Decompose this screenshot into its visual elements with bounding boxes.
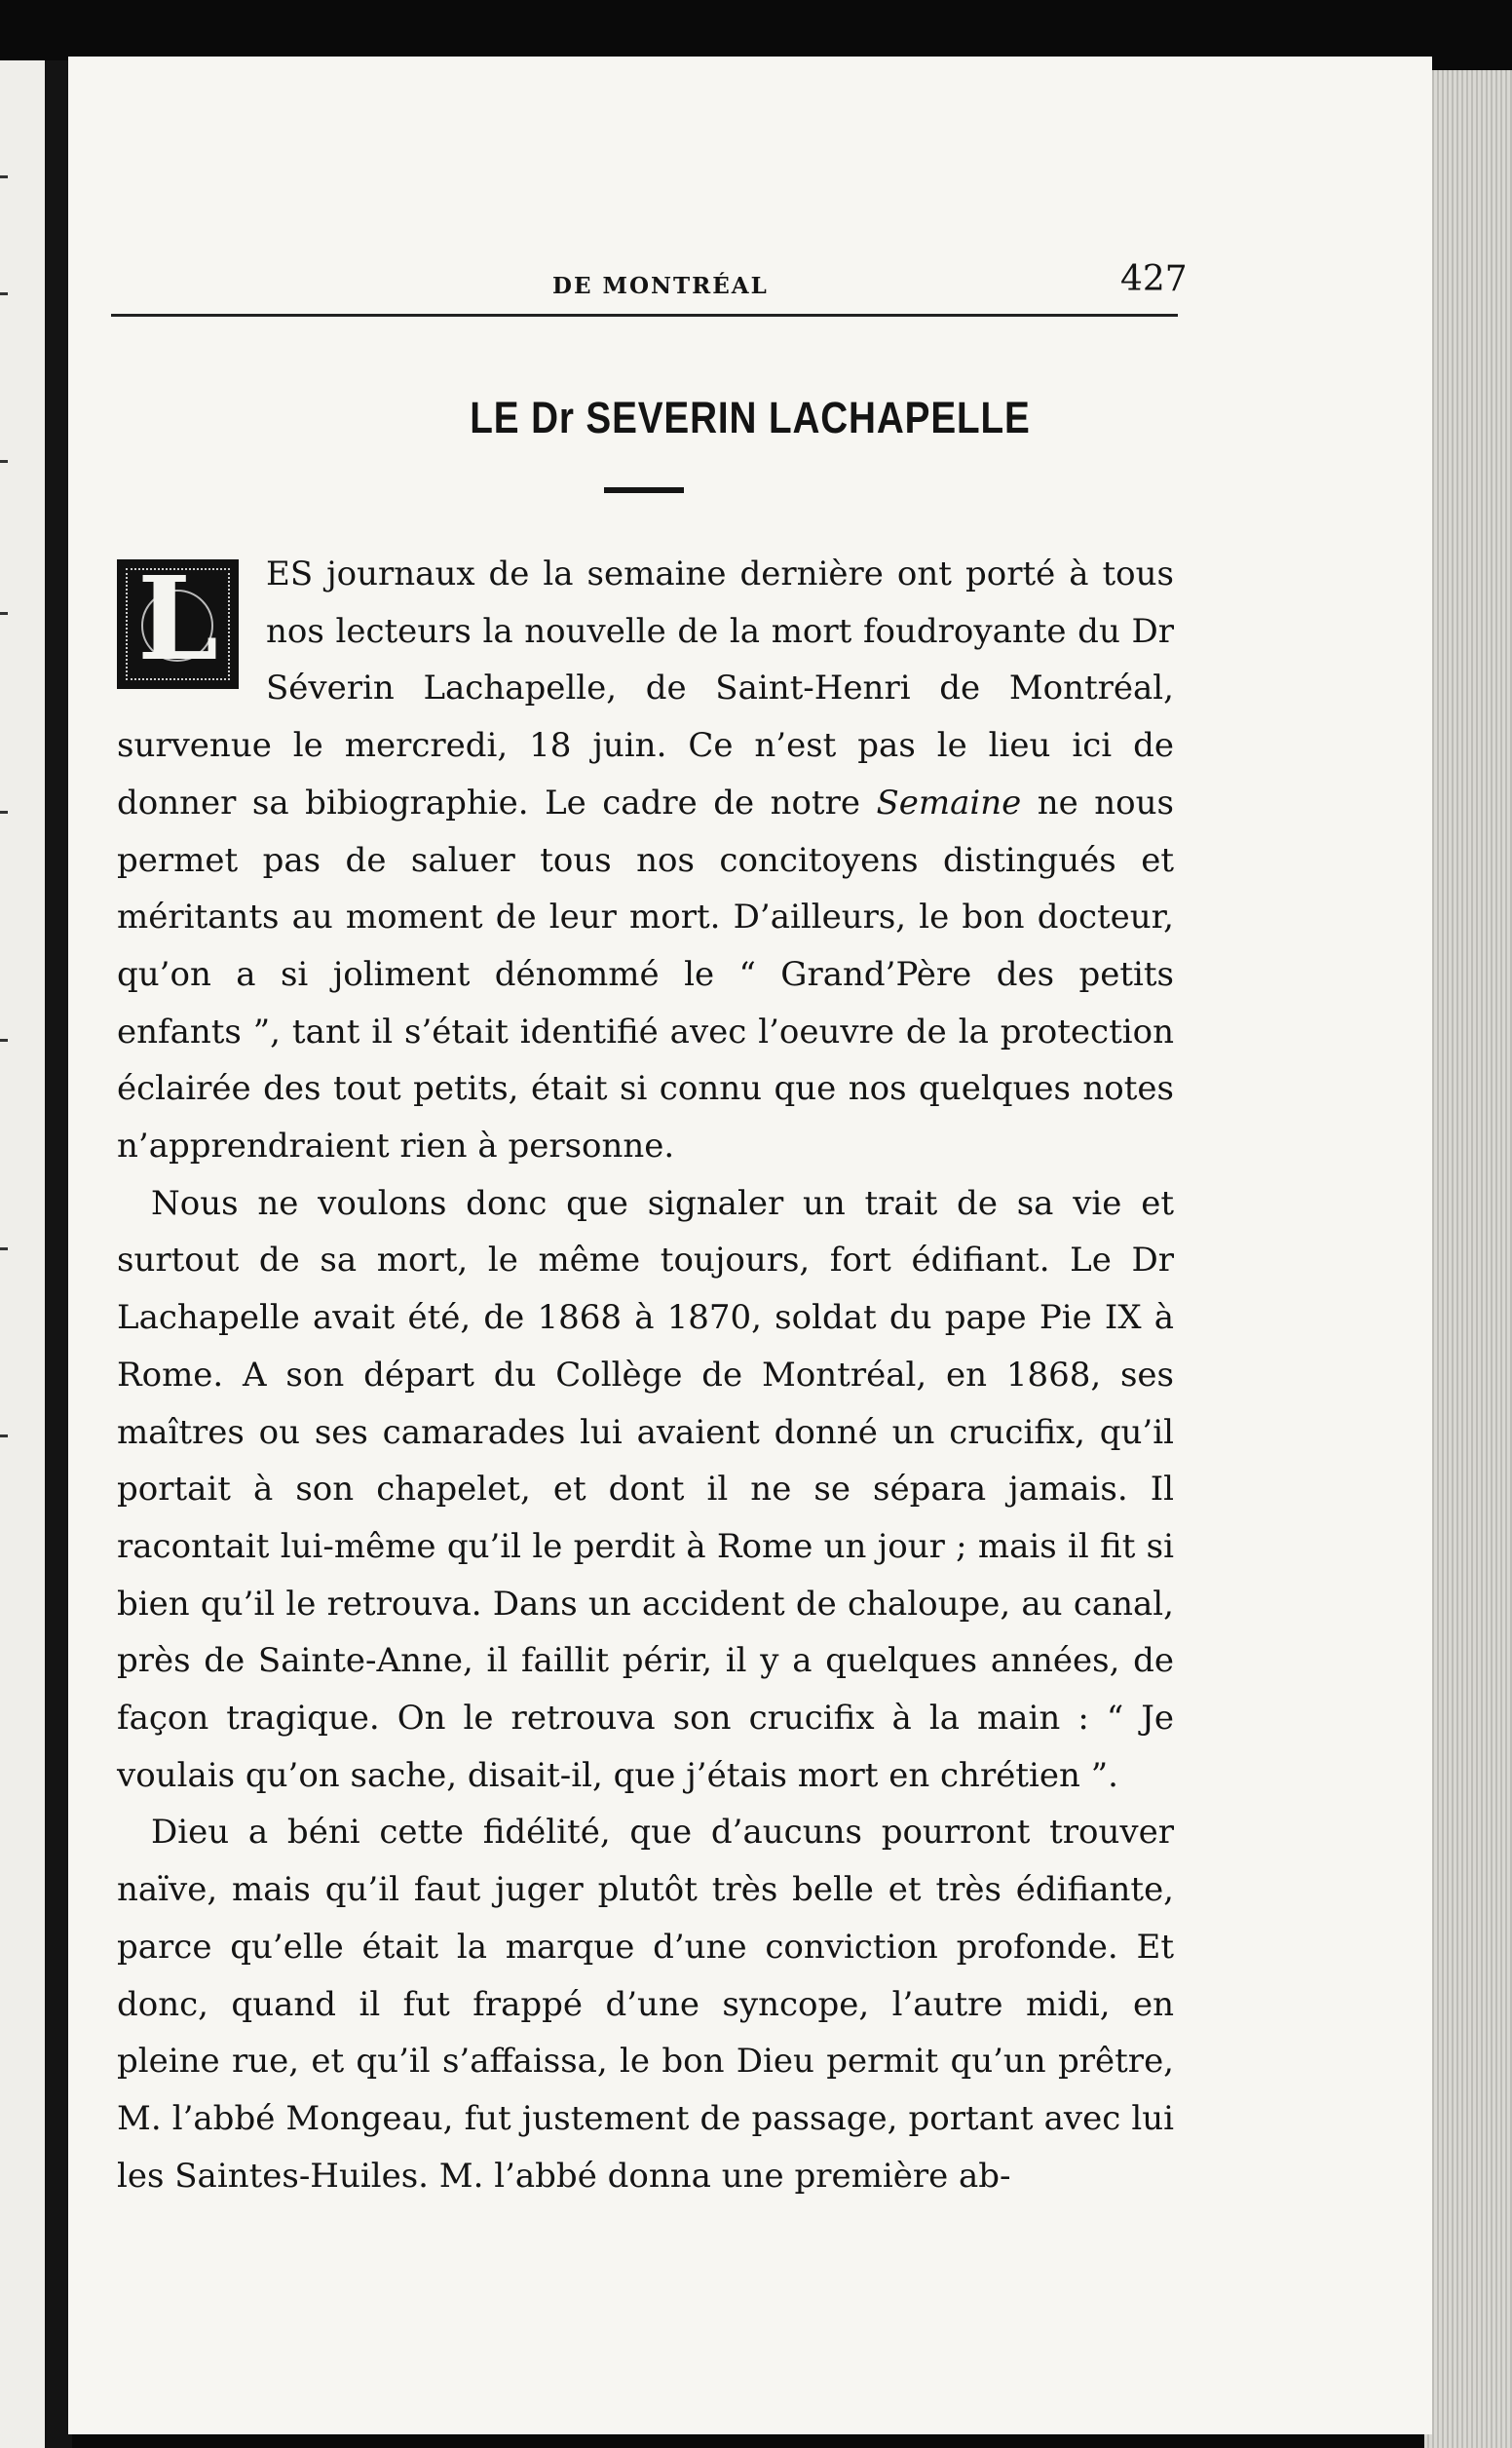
margin-mark bbox=[0, 1434, 8, 1437]
margin-mark bbox=[0, 811, 8, 814]
margin-mark bbox=[0, 1039, 8, 1042]
header-rule bbox=[111, 314, 1178, 317]
paragraph-1 bbox=[117, 546, 1174, 1175]
title-rule bbox=[604, 487, 684, 493]
page-number: 427 bbox=[1120, 259, 1188, 299]
dropcap-letter: L bbox=[137, 559, 218, 686]
paragraph-1-tail: ne nous permet pas de saluer tous nos concitoyens distingués et méritants au moment de leur mort. D’ailleurs, le bon docteur, qu’on a si joliment dénommé le “ Grand’Père des petits enfants ”, tant il s’était identifié avec l’oeuvre de la protection éclairée des tout petits, était si connu que nos quelques notes n’apprendraient rien à personne. bbox=[117, 783, 1174, 1167]
facing-page-edge bbox=[0, 60, 45, 2448]
running-head bbox=[68, 212, 1432, 320]
ornamental-dropcap bbox=[117, 559, 239, 689]
article-body bbox=[117, 546, 1174, 2204]
paragraph-3: Dieu a béni cette fidélité, que d’aucuns pourront trouver naïve, mais qu’il faut juger plutôt très belle et très édifiante, parce qu’elle était la marque d’une conviction profonde. Et donc, quand il fut frappé d’une syncope, l’autre midi, en pleine rue, et qu’il s’affaissa, le bon Dieu permit qu’un prêtre, M. l’abbé Mongeau, fut justement de passage, portant avec lui les Saintes-Huiles. M. l’abbé donna une première ab- bbox=[117, 1813, 1174, 2196]
emphasis-semaine: Semaine bbox=[876, 783, 1022, 822]
margin-mark bbox=[0, 1247, 8, 1250]
margin-mark bbox=[0, 292, 8, 295]
paragraph-2: Nous ne voulons donc que signaler un trait de sa vie et surtout de sa mort, le même toujours, fort édifiant. Le Dr Lachapelle avait été, de 1868 à 1870, soldat du pape Pie IX à Rome. A son départ du Collège de Montréal, en 1868, ses maîtres ou ses camarades lui avaient donné un crucifix, qu’il portait à son chapelet, et dont il ne se sépara jamais. Il racontait lui-même qu’il le perdit à Rome un jour ; mais il fit si bien qu’il le retrouva. Dans un accident de chaloupe, au canal, près de Sainte-Anne, il faillit périr, il y a quelques années, de façon tragique. On le retrouva son crucifix à la main : “ Je voulais qu’on sache, disait-il, que j’étais mort en chrétien ”. bbox=[117, 1183, 1174, 1795]
page-stack-edges bbox=[1424, 70, 1512, 2448]
margin-mark bbox=[0, 175, 8, 178]
book-page bbox=[68, 57, 1432, 2434]
article-title: LE Dr SEVERIN LACHAPELLE bbox=[470, 393, 1031, 442]
margin-mark bbox=[0, 460, 8, 463]
running-title: DE MONTRÉAL bbox=[552, 273, 769, 299]
paragraph-1-lead: ES journaux de la semaine dernière ont porté à tous nos lecteurs la nouvelle de la mort foudroyante du Dr Séverin Lachapelle, de Saint-Henri de Montréal, survenue le mercredi, 18 juin. Ce n’est pas le lieu ici de donner sa bibiographie. Le cadre de notre bbox=[117, 555, 1174, 822]
margin-mark bbox=[0, 612, 8, 615]
